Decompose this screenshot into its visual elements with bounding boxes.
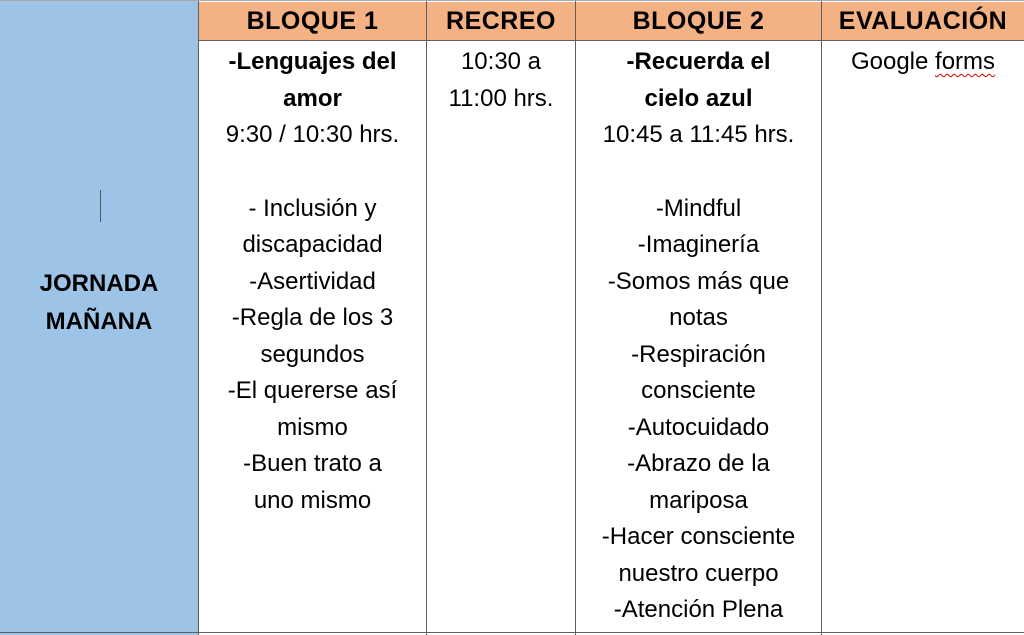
list-item: -Abrazo de la: [627, 450, 770, 477]
bloque-1-title-line-2: amor: [283, 84, 342, 112]
bloque-1-time: 9:30 / 10:30 hrs.: [225, 121, 400, 148]
list-item: -Autocuidado: [627, 413, 770, 441]
list-item: discapacidad: [242, 231, 383, 258]
bloque-2-title-line-1: -Recuerda el: [626, 48, 771, 75]
recreo-time-line-1: 10:30 a: [460, 48, 542, 75]
list-item: notas: [669, 304, 728, 331]
row-label-line-1: JORNADA: [39, 270, 159, 297]
column-divider: [426, 0, 427, 635]
table-top-border: [0, 0, 1024, 1]
list-item: -Regla de los 3: [231, 304, 394, 331]
header-divider: [198, 40, 1024, 41]
header-evaluacion[interactable]: EVALUACIÓN: [822, 2, 1024, 40]
list-item: mariposa: [649, 486, 748, 514]
header-bloque-2[interactable]: BLOQUE 2: [576, 2, 821, 40]
header-recreo[interactable]: RECREO: [427, 2, 575, 40]
bloque-1-title-line-1: -Lenguajes del: [228, 48, 397, 75]
header-bloque-1[interactable]: BLOQUE 1: [199, 2, 426, 40]
list-item: -Imaginería: [637, 231, 760, 258]
list-item: -Hacer consciente: [601, 523, 796, 550]
list-item: nuestro cuerpo: [618, 559, 779, 587]
cell-bloque-1[interactable]: [199, 44, 426, 635]
list-item: segundos: [260, 340, 365, 368]
list-item: -Buen trato a: [243, 450, 382, 477]
bloque-2-time: 10:45 a 11:45 hrs.: [602, 121, 795, 148]
list-item: -Mindful: [655, 194, 742, 222]
evaluacion-text: [822, 44, 1024, 81]
column-divider: [575, 0, 576, 635]
list-item: -Atención Plena: [613, 596, 784, 623]
list-item: - Inclusión y: [248, 194, 377, 222]
evaluacion-word-1: Google: [850, 48, 929, 75]
list-item: -Asertividad: [249, 267, 376, 295]
column-divider: [198, 0, 199, 635]
text-cursor: [100, 190, 101, 222]
cell-evaluacion[interactable]: [822, 44, 1024, 635]
table-bottom-border: [0, 632, 1024, 633]
list-item: consciente: [641, 377, 756, 404]
list-item: -Respiración: [631, 340, 766, 368]
list-item: -Somos más que: [607, 267, 790, 295]
recreo-time-line-2: 11:00 hrs.: [448, 84, 554, 112]
list-item: mismo: [277, 413, 348, 441]
cell-bloque-2[interactable]: [576, 44, 821, 635]
list-item: uno mismo: [253, 486, 372, 514]
row-label-line-2: MAÑANA: [45, 308, 153, 335]
spellcheck-flagged-word: forms: [935, 48, 996, 75]
row-header-label: [0, 265, 198, 341]
cell-recreo[interactable]: [427, 44, 575, 635]
bloque-2-title-line-2: cielo azul: [644, 84, 753, 112]
list-item: -El quererse así: [227, 377, 398, 404]
column-divider: [821, 0, 822, 635]
